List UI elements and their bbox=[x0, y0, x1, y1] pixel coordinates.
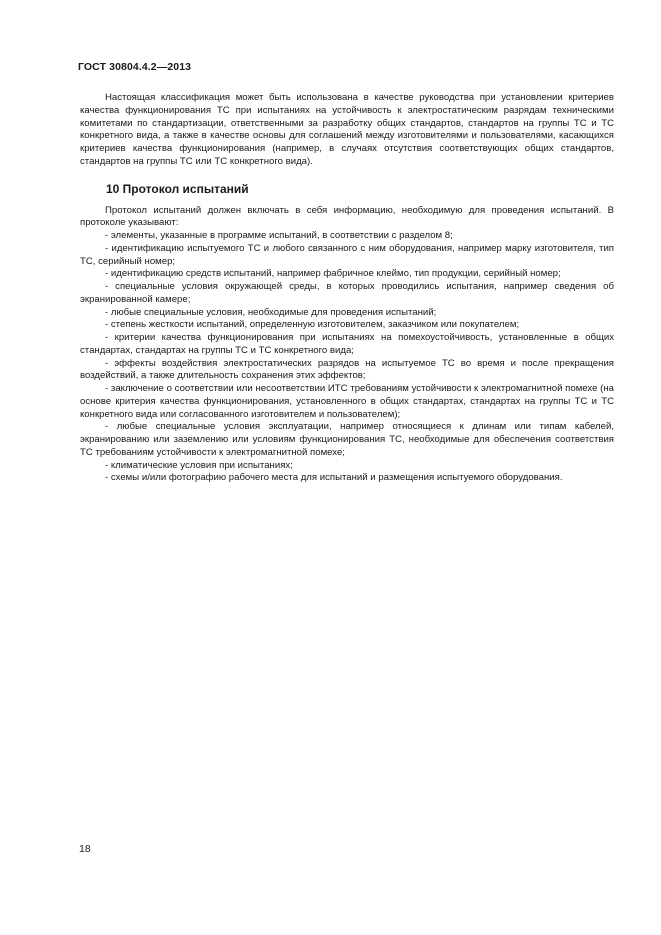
section-lead-paragraph: Протокол испытаний должен включать в себя информацию, необходимую для проведения испытаний. В протоколе указывают: bbox=[80, 204, 614, 229]
list-item: - степень жесткости испытаний, определенную изготовителем, заказчиком или покупателем; bbox=[105, 319, 520, 331]
list-item: - критерии качества функционирования при испытаниях на помехоустойчивость, установленные в общих стандартах, стандартах на группы ТС и ТС конкретного вида; bbox=[80, 332, 614, 356]
list-item: - эффекты воздействия электростатических разрядов на испытуемое ТС во время и после прекращения воздействий, а также длительность сохранения этих эффектов; bbox=[80, 357, 614, 382]
document-body bbox=[80, 92, 614, 485]
list-item: - специальные условия окружающей среды, в которых проводились испытания, например сведения об экранированной камере; bbox=[80, 281, 614, 305]
page-number: 18 bbox=[79, 843, 91, 855]
list-item: - любые специальные условия, необходимые для проведения испытаний; bbox=[105, 306, 437, 318]
list-item: - схемы и/или фотографию рабочего места для испытаний и размещения испытуемого оборудования. bbox=[105, 472, 563, 484]
list-item: - заключение о соответствии или несоответствии ИТС требованиям устойчивости к электромагнитной помехе (на основе критерия качества функционирования, установленного в общих стандартах, стандартах на группы ТС и ТС конкретного вида или согласованного изготовителем и пользователем); bbox=[80, 383, 614, 420]
list-item: - идентификацию средств испытаний, например фабричное клеймо, тип продукции, серийный номер; bbox=[105, 268, 561, 280]
list-item: - элементы, указанные в программе испытаний, в соответствии с разделом 8; bbox=[105, 230, 453, 241]
list-item: - идентификацию испытуемого ТС и любого связанного с ним оборудования, например марку изготовителя, тип ТС, серийный номер; bbox=[80, 242, 614, 267]
list-item: - любые специальные условия эксплуатации, например относящиеся к длинам или типам кабелей, экранированию или заземлению или условиям функционирования ТС, необходимые для обеспечения соответствия ТС требованиям устойчивости к электромагнитной помехе; bbox=[80, 421, 614, 458]
document-header-code: ГОСТ 30804.4.2—2013 bbox=[78, 61, 192, 73]
section-title: 10 Протокол испытаний bbox=[106, 181, 249, 196]
list-item: - климатические условия при испытаниях; bbox=[105, 459, 293, 471]
intro-paragraph: Настоящая классификация может быть использована в качестве руководства при установлении критериев качества функционирования ТС при испытаниях на устойчивость к электростатическим разрядам техническими комитетами по стандартизации, ответственными за разработку общих стандартов, стандартов на группы ТС и ТС конкретного вида, а также в качестве основы для соглашений между изготовителями и пользователями, касающихся критериев качества функционирования (например, в случаях отсутствия соответствующих общих стандартов, стандартов на группы ТС или ТС конкретного вида). bbox=[80, 92, 614, 167]
